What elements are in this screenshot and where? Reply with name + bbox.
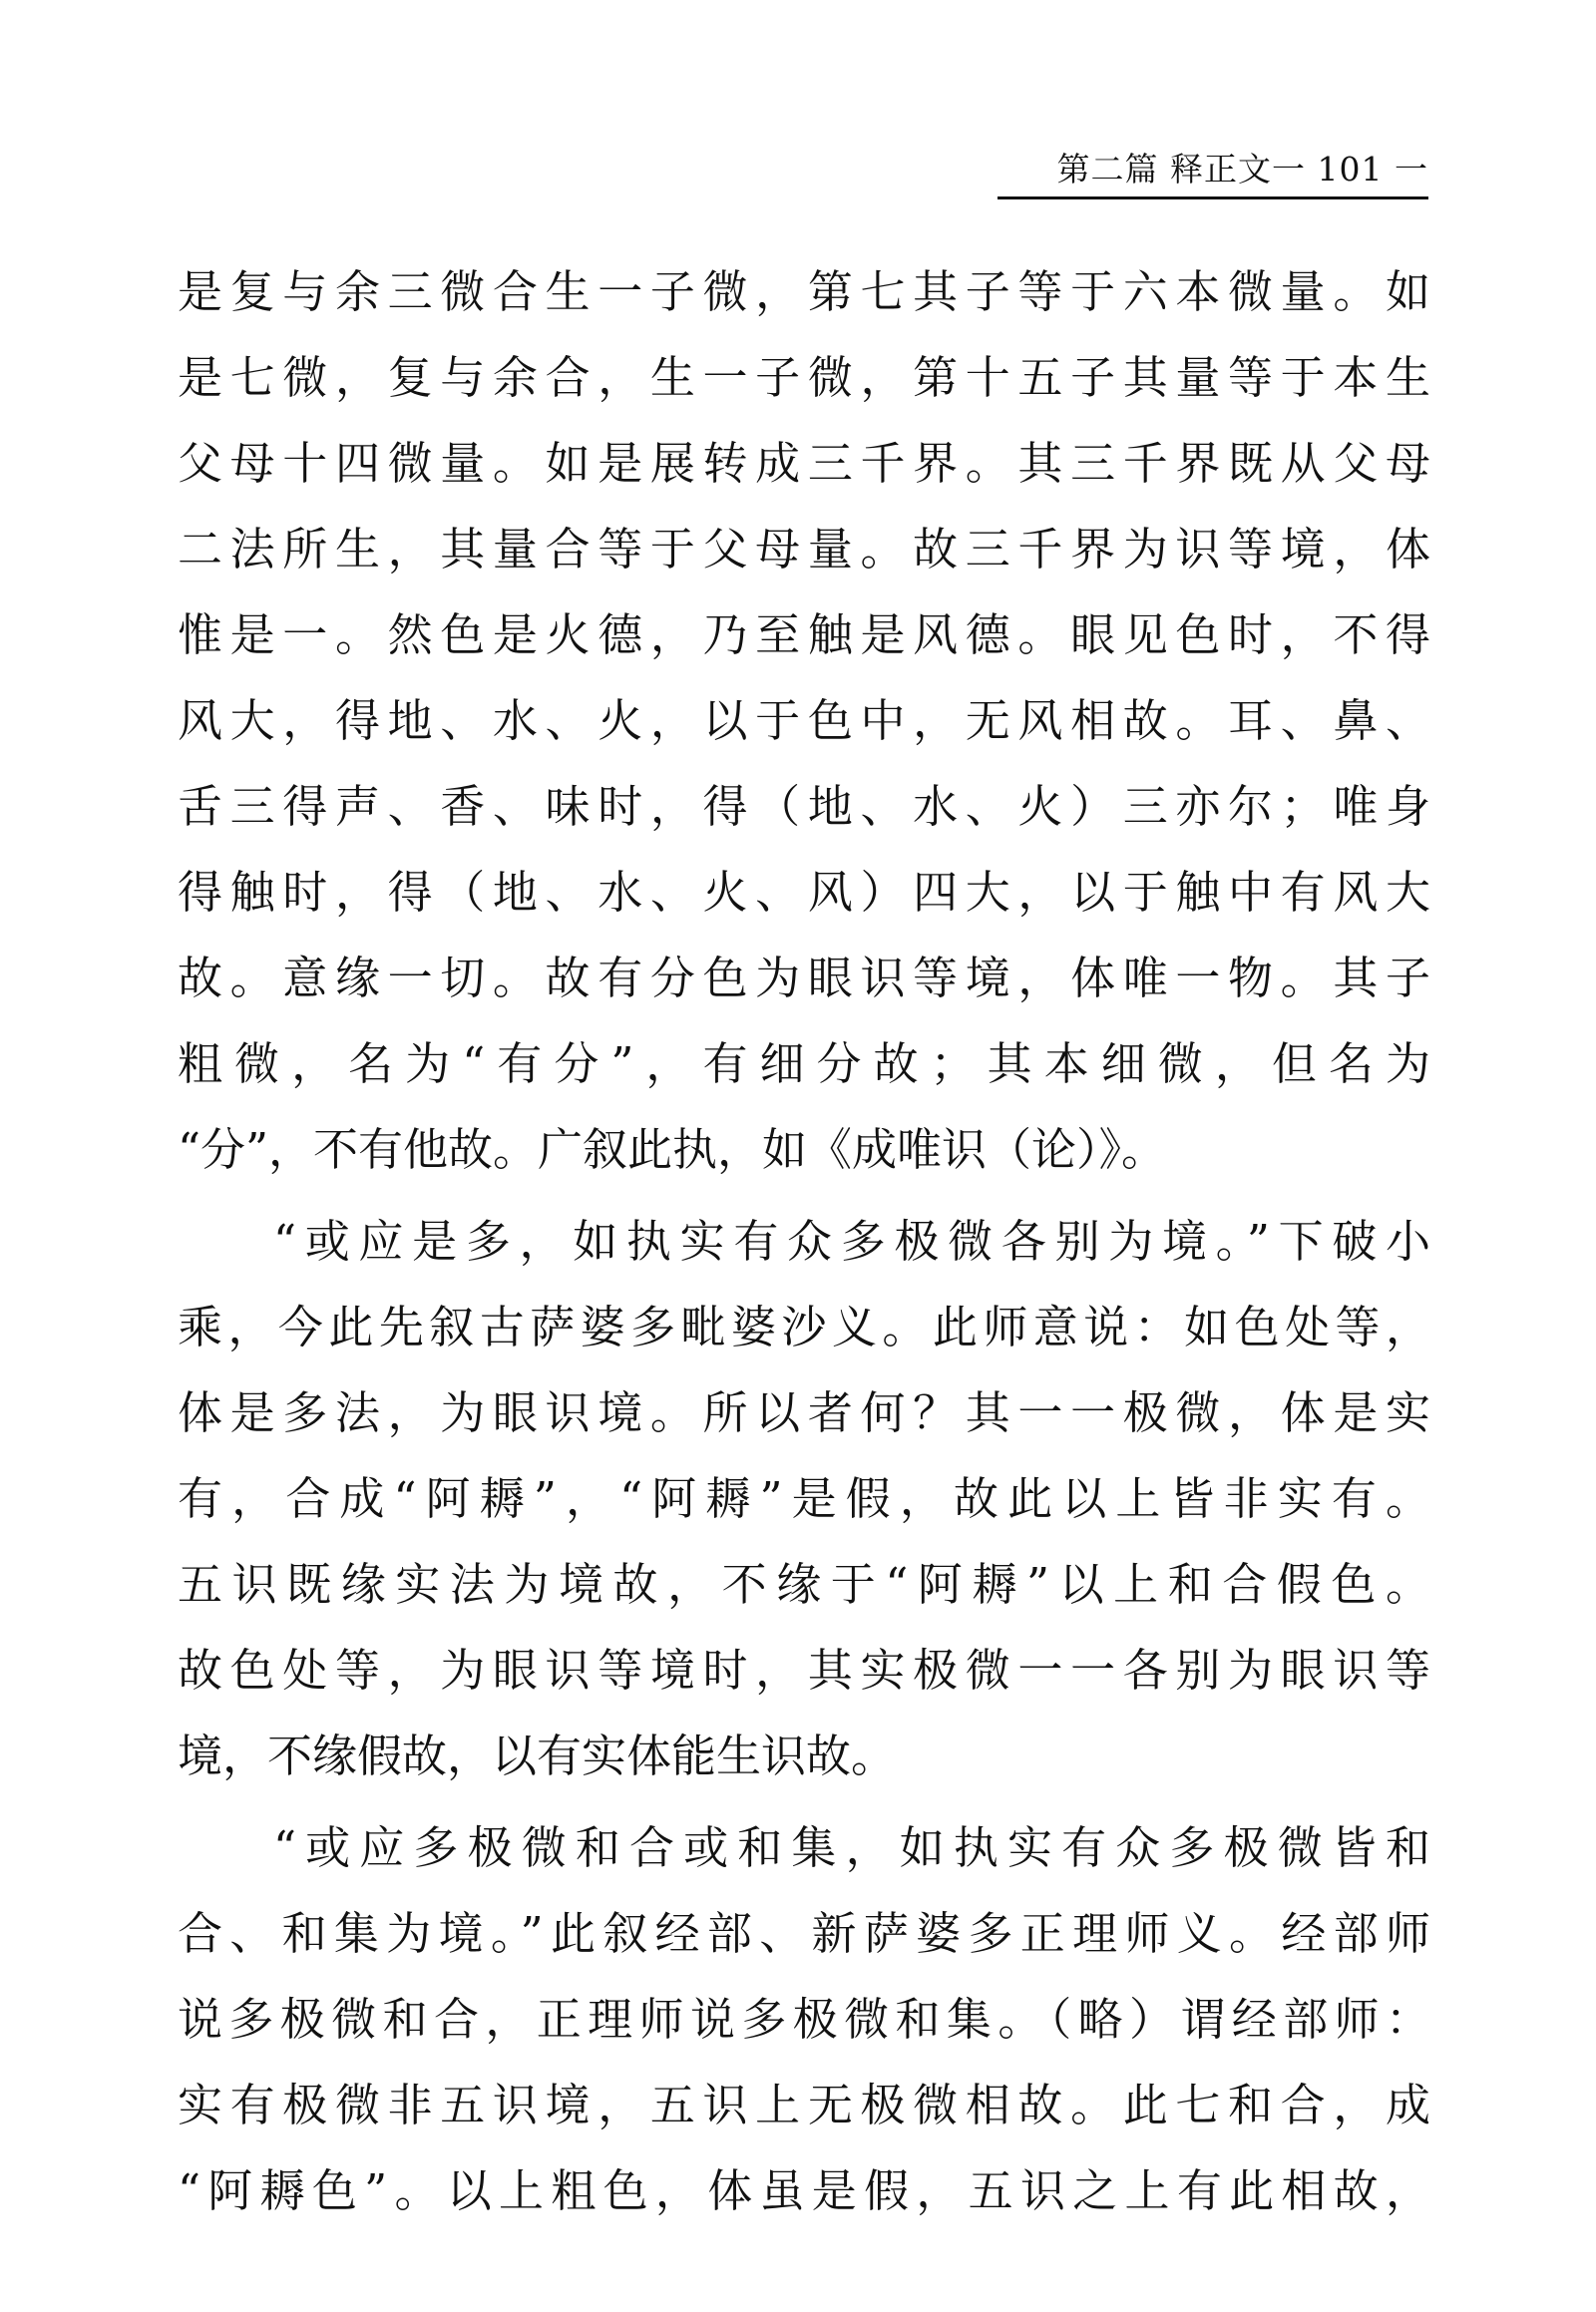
text-line: 实有极微非五识境，五识上无极微相故。此七和合，成 — [178, 2079, 1430, 2131]
page-body — [178, 249, 1430, 2234]
text-line: 合、和集为境。”此叙经部、新萨婆多正理师义。经部师 — [178, 1907, 1430, 1960]
text-line: 五识既缘实法为境故，不缘于“阿耨”以上和合假色。 — [178, 1558, 1430, 1611]
paragraph-1 — [178, 249, 1430, 1193]
text-line: 是复与余三微合生一子微，第七其子等于六本微量。如 — [178, 265, 1430, 318]
text-line: 说多极微和合，正理师说多极微和集。（略）谓经部师： — [178, 1993, 1430, 2046]
text-line: 是七微，复与余合，生一子微，第十五子其量等于本生 — [178, 351, 1430, 404]
text-line: 二法所生，其量合等于父母量。故三千界为识等境，体 — [178, 523, 1430, 576]
text-line: 故。意缘一切。故有分色为眼识等境，体唯一物。其子 — [178, 952, 1430, 1004]
text-line: 粗微，名为“有分”，有细分故；其本细微，但名为 — [178, 1037, 1430, 1090]
text-line: 舌三得声、香、味时，得（地、水、火）三亦尔；唯身 — [178, 780, 1430, 833]
text-line: 得触时，得（地、水、火、风）四大，以于触中有风大 — [178, 866, 1430, 919]
paragraph-2 — [178, 1199, 1430, 1799]
text-line: 惟是一。然色是火德，乃至触是风德。眼见色时，不得 — [178, 608, 1430, 661]
text-line: 父母十四微量。如是展转成三千界。其三千界既从父母 — [178, 437, 1430, 490]
text-line: 风大，得地、水、火，以于色中，无风相故。耳、鼻、 — [178, 694, 1430, 747]
running-header: 第二篇 释正文一 101 一 — [1056, 150, 1428, 189]
header-rule — [998, 196, 1428, 199]
text-line: “或应多极微和合或和集，如执实有众多极微皆和 — [273, 1821, 1430, 1874]
text-line: 故色处等，为眼识等境时，其实极微一一各别为眼识等 — [178, 1644, 1430, 1697]
text-line: 体是多法，为眼识境。所以者何？其一一极微，体是实 — [178, 1386, 1430, 1439]
text-line: 有，合成“阿耨”，“阿耨”是假，故此以上皆非实有。 — [178, 1472, 1430, 1525]
text-line: 乘，今此先叙古萨婆多毗婆沙义。此师意说：如色处等， — [178, 1301, 1430, 1353]
text-line: “阿耨色”。以上粗色，体虽是假，五识之上有此相故， — [178, 2164, 1430, 2217]
text-line: “分”，不有他故。广叙此执，如《成唯识（论）》。 — [178, 1123, 1167, 1176]
paragraph-3 — [178, 1805, 1430, 2234]
text-line: “或应是多，如执实有众多极微各别为境。”下破小 — [273, 1215, 1430, 1268]
text-line: 境，不缘假故，以有实体能生识故。 — [178, 1730, 897, 1782]
